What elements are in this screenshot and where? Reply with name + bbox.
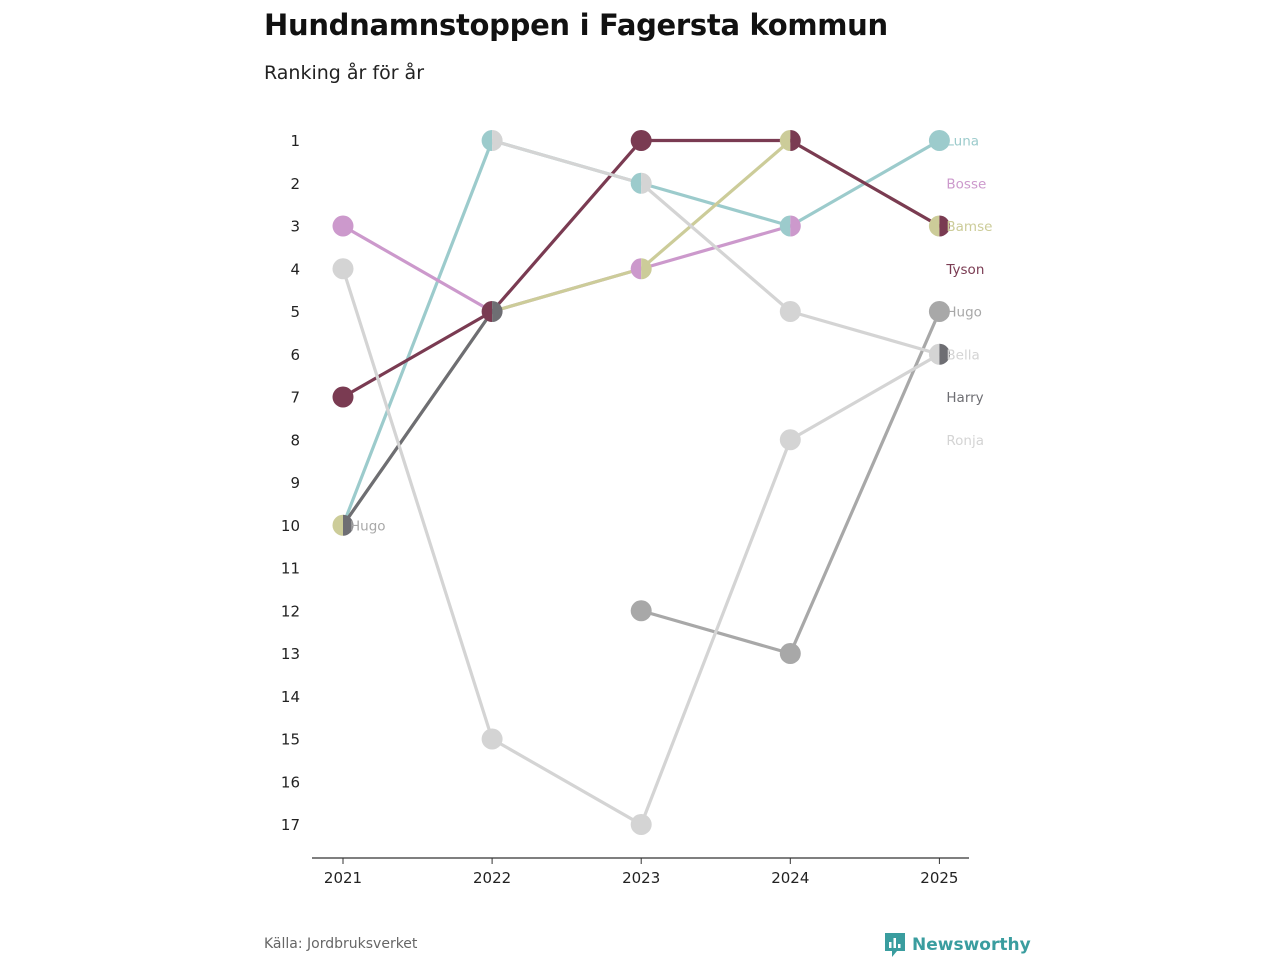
newsworthy-logo-icon xyxy=(884,932,906,958)
x-tick-label: 2024 xyxy=(771,869,810,887)
series-line-luna xyxy=(343,141,939,526)
series-label-harry: Harry xyxy=(946,390,984,406)
annotation-label: Hugo xyxy=(350,518,386,535)
y-tick-label: 6 xyxy=(290,345,300,364)
y-tick-label: 16 xyxy=(280,773,300,792)
y-tick-label: 3 xyxy=(290,217,300,236)
series-line-bamse xyxy=(343,141,939,526)
source-note: Källa: Jordbruksverket xyxy=(264,936,418,952)
data-point-luna[interactable] xyxy=(631,173,642,194)
y-tick-label: 12 xyxy=(280,602,300,621)
series-label-luna: Luna xyxy=(946,133,980,150)
x-tick-label: 2022 xyxy=(473,869,512,887)
y-tick-label: 10 xyxy=(280,516,300,535)
data-point-luna[interactable] xyxy=(482,130,492,151)
y-tick-label: 7 xyxy=(290,388,300,407)
data-point-tyson[interactable] xyxy=(631,130,652,151)
series-label-bella: Bella xyxy=(946,347,980,364)
y-tick-label: 15 xyxy=(280,730,300,749)
y-tick-label: 1 xyxy=(290,132,300,150)
axis-layer xyxy=(281,132,969,887)
data-point-harry[interactable] xyxy=(929,344,940,365)
data-point-tyson[interactable] xyxy=(790,130,801,151)
data-point-hugo[interactable] xyxy=(631,600,652,621)
series-points xyxy=(333,130,950,835)
data-point-bella[interactable] xyxy=(780,301,801,322)
series-line-bosse xyxy=(343,226,790,312)
series-label-ronja: Ronja xyxy=(946,432,985,449)
data-point-ronja[interactable] xyxy=(631,814,652,835)
y-tick-label: 2 xyxy=(290,174,300,193)
data-point-bosse[interactable] xyxy=(790,216,801,237)
x-tick-label: 2021 xyxy=(323,869,363,887)
series-labels xyxy=(350,134,992,535)
chart-subtitle: Ranking år för år xyxy=(264,62,425,84)
y-tick-label: 11 xyxy=(280,559,300,578)
data-point-ronja[interactable] xyxy=(780,429,801,450)
y-tick-label: 5 xyxy=(290,303,300,321)
y-tick-label: 4 xyxy=(290,260,300,279)
series-line-ronja xyxy=(343,269,939,825)
data-point-tyson[interactable] xyxy=(482,301,492,322)
series-label-bamse: Bamse xyxy=(946,219,993,235)
data-point-hugo[interactable] xyxy=(780,643,801,664)
x-tick-label: 2025 xyxy=(920,869,959,887)
data-point-ronja[interactable] xyxy=(333,258,354,279)
data-point-bamse[interactable] xyxy=(333,515,344,536)
y-tick-label: 14 xyxy=(280,687,300,706)
data-point-ronja[interactable] xyxy=(482,729,503,750)
y-tick-label: 8 xyxy=(290,431,300,450)
brand-logo[interactable] xyxy=(884,932,1031,958)
data-point-bosse[interactable] xyxy=(333,216,354,237)
series-label-bosse: Bosse xyxy=(946,176,987,193)
y-tick-label: 13 xyxy=(280,645,300,663)
series-label-tyson: Tyson xyxy=(946,261,985,278)
data-point-luna[interactable] xyxy=(780,216,790,237)
data-point-harry[interactable] xyxy=(492,301,503,322)
data-point-bosse[interactable] xyxy=(631,258,642,279)
data-point-bella[interactable] xyxy=(492,130,503,151)
y-tick-label: 17 xyxy=(280,816,300,834)
series-line-hugo xyxy=(641,312,939,654)
chart-title: Hundnamnstoppen i Fagersta kommun xyxy=(264,8,888,42)
series-line-bella xyxy=(492,141,939,355)
brand-name: Newsworthy xyxy=(912,935,1031,955)
series-lines xyxy=(343,141,939,825)
series-label-hugo: Hugo xyxy=(946,304,982,321)
data-point-bamse[interactable] xyxy=(929,216,940,237)
x-tick-label: 2023 xyxy=(622,869,661,887)
y-tick-label: 9 xyxy=(290,474,300,492)
data-point-tyson[interactable] xyxy=(333,387,354,408)
